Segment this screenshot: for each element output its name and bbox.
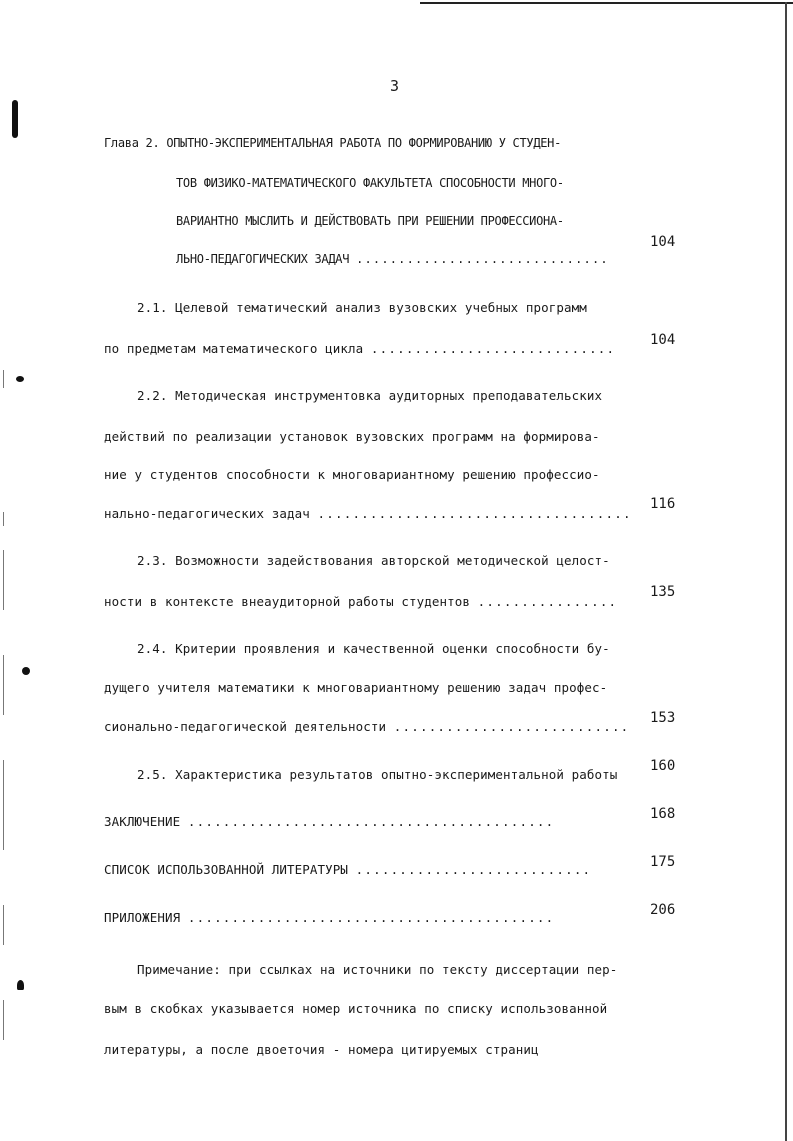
note-line: литературы, а после двоеточия - номера цитируемых страниц bbox=[104, 1042, 539, 1057]
section-line-last: сионально-педагогической деятельности bbox=[104, 719, 387, 734]
leader-dots: ................ bbox=[477, 594, 618, 609]
section-line-last: нально-педагогических задач bbox=[104, 506, 310, 521]
section-line bbox=[104, 506, 632, 521]
chapter-title-line bbox=[176, 252, 609, 266]
leader-dots: ........................... bbox=[393, 719, 630, 734]
section-line: 2.1. Целевой тематический анализ вузовских учебных программ bbox=[137, 300, 587, 315]
page-edge-top bbox=[420, 2, 793, 4]
section-line: 2.4. Критерии проявления и качественной оценки способности бу- bbox=[137, 641, 610, 656]
back-matter-page: 168 bbox=[650, 806, 676, 822]
chapter-title-last: ЛЬНО-ПЕДАГОГИЧЕСКИХ ЗАДАЧ bbox=[176, 252, 350, 266]
margin-line bbox=[3, 550, 4, 610]
leader-dots: .............................. bbox=[356, 252, 609, 266]
margin-line bbox=[3, 1000, 4, 1040]
back-matter-line bbox=[104, 910, 554, 925]
margin-line bbox=[3, 370, 4, 388]
section-line: 2.3. Возможности задействования авторской методической целост- bbox=[137, 553, 610, 568]
section-page: 153 bbox=[650, 710, 676, 726]
section-line: 2.5. Характеристика результатов опытно-экспериментальной работы bbox=[137, 767, 618, 782]
section-page: 160 bbox=[650, 758, 676, 774]
hole-mark bbox=[16, 376, 24, 382]
section-line: действий по реализации установок вузовских программ на формирова- bbox=[104, 429, 600, 444]
leader-dots: .................................... bbox=[317, 506, 632, 521]
leader-dots: ............................ bbox=[370, 341, 616, 356]
binding-mark bbox=[12, 100, 18, 138]
section-line-last: по предметам математического цикла bbox=[104, 341, 364, 356]
page-edge-right bbox=[785, 2, 787, 1141]
chapter-page: 104 bbox=[650, 234, 676, 250]
page-number: 3 bbox=[390, 77, 400, 95]
back-matter-label: ПРИЛОЖЕНИЯ bbox=[104, 910, 181, 925]
section-page: 135 bbox=[650, 584, 676, 600]
leader-dots: .......................................... bbox=[187, 910, 555, 925]
back-matter-page: 175 bbox=[650, 854, 676, 870]
note-line: вым в скобках указывается номер источника по списку использованной bbox=[104, 1001, 608, 1016]
chapter-title-line: ТОВ ФИЗИКО-МАТЕМАТИЧЕСКОГО ФАКУЛЬТЕТА СПОСОБНОСТИ МНОГО- bbox=[176, 176, 564, 190]
back-matter-line bbox=[104, 814, 554, 829]
section-page: 104 bbox=[650, 332, 676, 348]
margin-line bbox=[3, 512, 4, 526]
note-line: Примечание: при ссылках на источники по тексту диссертации пер- bbox=[137, 962, 618, 977]
back-matter-label: СПИСОК ИСПОЛЬЗОВАННОЙ ЛИТЕРАТУРЫ bbox=[104, 862, 349, 877]
section-page: 116 bbox=[650, 496, 676, 512]
section-line-last: ности в контексте внеаудиторной работы студентов bbox=[104, 594, 471, 609]
chapter-title-line: Глава 2. ОПЫТНО-ЭКСПЕРИМЕНТАЛЬНАЯ РАБОТА ПО ФОРМИРОВАНИЮ У СТУДЕН- bbox=[104, 136, 562, 150]
hole-mark bbox=[17, 980, 24, 990]
leader-dots: .......................................... bbox=[187, 814, 555, 829]
section-line: 2.2. Методическая инструментовка аудиторных преподавательских bbox=[137, 388, 603, 403]
section-line: дущего учителя математики к многовариантному решению задач профес- bbox=[104, 680, 608, 695]
leader-dots: ........................... bbox=[355, 862, 592, 877]
chapter-title-line: ВАРИАНТНО МЫСЛИТЬ И ДЕЙСТВОВАТЬ ПРИ РЕШЕНИИ ПРОФЕССИОНА- bbox=[176, 214, 564, 228]
margin-line bbox=[3, 760, 4, 850]
back-matter-page: 206 bbox=[650, 902, 676, 918]
margin-line bbox=[3, 905, 4, 945]
section-line bbox=[104, 594, 617, 609]
section-line bbox=[104, 719, 629, 734]
margin-line bbox=[3, 655, 4, 715]
section-line bbox=[104, 341, 615, 356]
section-line: ние у студентов способности к многовариантному решению профессио- bbox=[104, 467, 600, 482]
back-matter-line bbox=[104, 862, 591, 877]
hole-mark bbox=[22, 667, 30, 675]
back-matter-label: ЗАКЛЮЧЕНИЕ bbox=[104, 814, 181, 829]
